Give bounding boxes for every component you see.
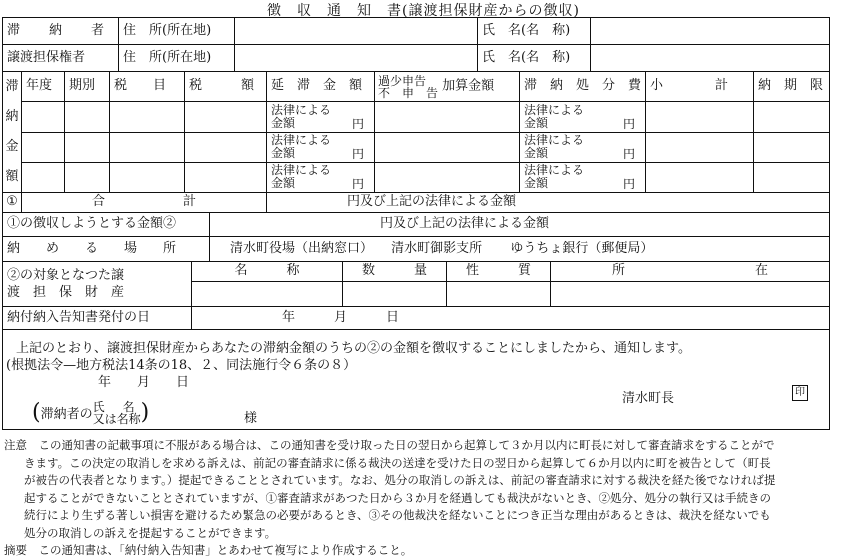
legal-amount-label: 法律による [524,102,585,117]
footer-caution [4,437,844,560]
notice-date: 年 月 日 [98,375,190,390]
legal-amount-label: 金額 [271,115,296,130]
shokei-cell[interactable] [646,162,754,192]
seishitsu-field[interactable] [447,282,551,307]
noukigen-cell[interactable] [754,162,830,192]
basho-place: ゆうちょ銀行（郵便局） [510,240,654,256]
total-text: 円及び上記の法律による金額 [267,193,830,213]
caution-line: が被告の代表者となります。）提起できることとされています。なお、処分の取消しの訴えは、前記の審査請求に対する裁決を経た後でなければ提 [24,473,776,487]
side-label [3,72,22,193]
zeigaku-cell[interactable] [185,132,267,162]
col-zeimoku: 税 目 [110,72,185,102]
legal-amount-label: 金額 [524,176,549,191]
shimei-field-2[interactable] [591,45,830,72]
legal-amount-label: 法律による [271,163,332,178]
notice-line-2: (根拠法令—地方税法14条の18、２、同法施行令６条の８） [6,358,357,373]
yen-unit: 円 [351,116,364,131]
caution-line: 起することができないこととされていますが、①審査請求があつた日から３か月を経過しても裁決がないとき、②処分、処分の執行又は手続きの [24,490,772,505]
caution-line: きます。この決定の取消しを求める訴えは、前記の審査請求に係る裁決の送達を受けた日の翌日から起算して６か月以内に町を被告として（町長 [24,455,771,470]
caution-line: 続行により生ずる著しい損害を避けるため緊急の必要があるとき、③その他裁決を経ないことにつき正当な理由があるときは、裁決を経ないでも [24,508,771,522]
hoyusha-label: 譲渡担保権者 [3,45,119,72]
document-title: 徴 収 通 知 書(譲渡担保財産からの徴収) [267,3,580,19]
addressee-block [32,400,149,425]
nendo-cell[interactable] [22,102,65,132]
tekiyo-line [4,542,844,560]
nendo-cell[interactable] [22,162,65,192]
side-char: 納 [5,109,19,124]
entaikin-cell[interactable] [267,132,375,162]
noukigen-cell[interactable] [754,132,830,162]
basho-label: 納 め る 場 所 [3,237,210,262]
legal-amount-label: 金額 [271,146,296,161]
zaisan-col-meisho: 名 称 [192,262,343,282]
paren-close: ) [140,400,150,425]
amount-row [3,162,830,192]
chocho-label: 清水町長 [622,391,675,406]
basho-row [3,237,830,262]
jusho-field-1[interactable] [235,18,478,45]
shobunhi-cell[interactable] [520,162,646,192]
sama-label: 様 [244,411,258,426]
caution-line: 処分の取消しの訴えを提起することができます。 [24,525,277,540]
legal-amount-label: 法律による [524,133,585,148]
yen-unit: 円 [351,146,364,161]
shimei-label-2: 氏 名(名 称) [478,45,591,72]
legal-amount-label: 法律による [271,102,332,117]
yen-unit: 円 [623,177,636,191]
col-noukigen: 納 期 限 [754,72,830,102]
hakko-date: 年 月 日 [192,307,830,330]
zeimoku-cell[interactable] [110,102,185,132]
paren-open: ( [32,400,41,425]
zaisan-label [3,262,192,307]
jusho-label-2: 住 所(所在地) [119,45,235,72]
shimei-field-1[interactable] [591,18,830,45]
mei-label: 名 [122,399,135,414]
amount-header-row [3,72,830,102]
nendo-cell[interactable] [22,132,65,162]
suryo-field[interactable] [343,282,447,307]
col-shobunhi: 滞 納 処 分 費 [520,72,646,102]
zaisan-col-seishitsu: 性 質 [447,262,551,282]
tainousha-label: 滞 納 者 [3,18,119,45]
yen-unit: 円 [351,177,364,191]
amount-row [3,132,830,162]
col-zeigaku: 税 額 [185,72,267,102]
kibetsu-cell[interactable] [65,102,110,132]
shokei-cell[interactable] [646,102,754,132]
entaikin-cell[interactable] [267,102,375,132]
zaisan-col-suryo: 数 量 [343,262,447,282]
zaisan-label-line: 渡 担 保 財 産 [7,285,125,300]
shimei-label-1: 氏 名(名 称) [478,18,591,45]
caution-text: この通知書の記載事項に不服がある場合は、この通知書を受け取った日の翌日から起算して３か月以内に町長に対して審査請求をすることがで [38,438,775,452]
kasankin-cell[interactable] [375,162,520,192]
legal-amount-label: 金額 [271,176,296,191]
shobunhi-cell[interactable] [520,132,646,162]
zeigaku-cell[interactable] [185,162,267,192]
legal-amount-label: 法律による [271,133,332,148]
basho-place: 清水町御影支所 [391,240,483,256]
col-nendo: 年度 [22,72,65,102]
side-char: 滞 [5,79,19,94]
tekiyo-label: 摘要 [4,543,27,557]
legal-amount-label: 金額 [524,146,549,161]
entaikin-cell[interactable] [267,162,375,192]
addressee-name-type [93,401,141,425]
side-char: 額 [5,169,19,184]
choshu-row [3,213,830,237]
col-entaikin: 延 滞 金 額 [267,72,375,102]
total-label: 合 計 [22,193,267,213]
yen-unit: 円 [623,146,636,161]
zaisan-col-shozai: 所 在 [551,262,830,282]
zaisan-label-line: ②の対象となつた譲 [7,268,125,283]
col-kasho-fushinkoku: 過少申告 不 申 告 [378,73,439,100]
lower-table [2,212,830,262]
zaisan-header-row [3,262,830,282]
choshu-label: ①の徴収しようとする金額② [3,213,210,237]
total-row [3,193,830,213]
mata-label: 又は名称 [92,411,141,426]
yen-unit: 円 [623,116,636,131]
col-kasankin [375,72,520,102]
hakko-label: 納付納入告知書発付の日 [3,307,192,330]
notice-line-1: 上記のとおり、譲渡担保財産からあなたの滞納金額のうちの②の金額を徴収することにしましたから、通知します。 [16,341,691,356]
legal-amount-label: 法律による [524,163,585,178]
col-kibetsu: 期別 [65,72,110,102]
kibetsu-cell[interactable] [65,132,110,162]
shokei-cell[interactable] [646,132,754,162]
tekiyo-text: この通知書は、「納付納入告知書」とあわせて複写により作成すること。 [38,543,413,557]
zeimoku-cell[interactable] [110,132,185,162]
amount-table [2,71,830,213]
caution-line [4,437,844,455]
noukigen-cell[interactable] [754,102,830,132]
shozai-field[interactable] [551,282,830,307]
col-kasankin-label: 加算金額 [442,78,495,94]
zeimoku-cell[interactable] [110,162,185,192]
jusho-field-2[interactable] [235,45,478,72]
caution-label: 注意 [4,438,27,452]
side-char: 金 [5,139,19,154]
legal-amount-label: 金額 [524,115,549,130]
basho-place: 清水町役場（出納窓口） [230,240,374,256]
choshu-text: 円及び上記の法律による金額 [210,213,830,237]
hoyusha-row [3,45,830,72]
total-num: ① [3,193,22,213]
seal-mark: 印 [792,385,808,401]
jusho-label-1: 住 所(所在地) [119,18,235,45]
meisho-field[interactable] [192,282,343,307]
zeigaku-cell[interactable] [185,102,267,132]
tainousha-row [3,18,830,45]
addressee-prefix: 滞納者の [40,407,93,422]
party-table [2,17,830,72]
shobunhi-cell[interactable] [520,102,646,132]
basho-places [210,237,830,262]
kasankin-cell[interactable] [375,132,520,162]
shi-label: 氏 [92,399,105,414]
zaisan-table [2,261,830,330]
kibetsu-cell[interactable] [65,162,110,192]
hakko-row [3,307,830,330]
kasankin-cell[interactable] [375,102,520,132]
col-shokei: 小 計 [646,72,754,102]
amount-row [3,102,830,132]
